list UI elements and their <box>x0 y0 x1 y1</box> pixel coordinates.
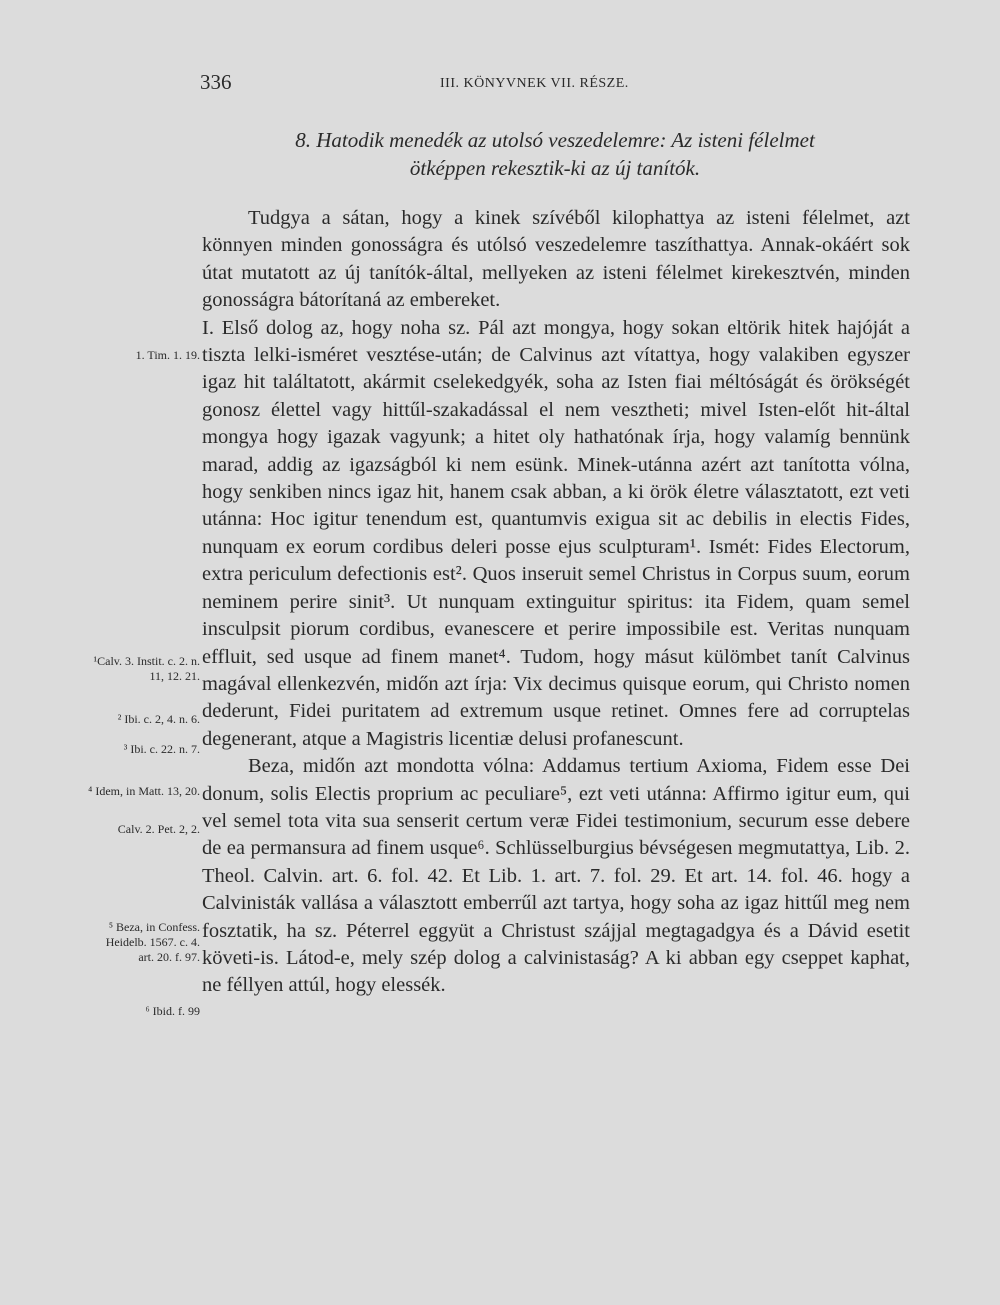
margin-note: ⁴ Idem, in Matt. 13, 20. <box>88 784 200 798</box>
margin-note: ¹Calv. 3. Instit. c. 2. n. 11, 12. 21. <box>93 654 200 683</box>
page-header <box>0 70 1000 100</box>
section-heading-line-2: ötképpen rekesztik-ki az új tanítók. <box>409 156 701 180</box>
margin-note: ⁶ Ibid. f. 99 <box>145 1004 200 1018</box>
margin-note: Calv. 2. Pet. 2, 2. <box>117 822 200 836</box>
paragraph: I. Első dolog az, hogy noha sz. Pál azt mongya, hogy sokan eltörik hitek hajóját a tiszta lelki-isméret vesztése-után; de Calvinus azt vítattya, hogy valakiben egyszer igaz hit találtatott, akármit cselekedgyék, soha az Isten fiai méltóságát és örökségét gonosz élettel vagy hittűl-szakadással el nem vesztheti; mivel Isten-előt hit-által mongya hogy igazak vagyunk; a hitet oly hathatónak írja, hogy valamíg bennünk marad, addig az igazságból ki nem esünk. Minek-utánna azért azt tanította vólna, hogy senkiben nincs igaz hit, hanem csak abban, a ki örök életre választatott, ezt veti utánna: Hoc igitur tenendum est, quantumvis exigua sit ac debilis in electis Fides, nunquam ex eorum cordibus deleri posse ejus sculpturam¹. Ismét: Fides Electorum, extra periculum defectionis est². Quos inseruit semel Christus in Corpus suum, eorum neminem perire sinit³. Ut nunquam extinguitur spiritus: ita Fidem, quam semel insculpsit piorum cordibus, evanescere et perire impossibile est. Veritas nunquam effluit, sed usque ad finem manet⁴. Tudom, hogy másut külömbet tanít Calvinus magával ellenkezvén, midőn azt írja: Vix decimus quisque eorum, qui Christo nomen dederunt, Fidei puritatem ad extremum usque retinet. Omnes fere ad corruptelas degenerant, atque a Magistris licentiæ delusi profanescunt. <box>202 316 910 750</box>
page-number: 336 <box>200 70 232 94</box>
running-title: III. KÖNYVNEK VII. RÉSZE. <box>440 76 629 91</box>
paragraph: Tudgya a sátan, hogy a kinek szívéből kilophattya az isteni félelmet, azt könnyen minden gonosságra és utólsó veszedelemre taszíthattya. Annak-okáért sok útat mutatott az új tanítók-által, mellyeken az isteni félelmet kirekesztvén, minden gonosságra bátorítaná az embereket. <box>202 207 910 312</box>
margin-note: ² Ibi. c. 2, 4. n. 6. <box>117 712 200 726</box>
paragraph: Beza, midőn azt mondotta vólna: Addamus tertium Axioma, Fidem esse Dei donum, solis Electis proprium ac peculiare⁵, ezt veti utánna: Affirmo igitur eum, qui vel semel tota vita sua senserit certum veræ Fidei testimonium, securum esse debere de ea permansura ad finem usque⁶. Schlüsselburgius bévségesen megmutattya, Lib. 2. Theol. Calvin. art. 6. fol. 42. Et Lib. 1. art. 7. fol. 29. Et art. 14. fol. 46. hogy a Calvinisták vallása a választott emberrűl azt tartya, hogy soha az igaz hittűl meg nem fosztatik, ha sz. Péterrel eggyüt a Christust szájjal megtagadgya és a Dávid esetit követi-is. Látod-e, mely szép dolog a calvinistaság? A ki abban egy cseppet kaphat, ne féllyen attúl, hogy elessék. <box>202 755 910 997</box>
section-heading-line-1: 8. Hatodik menedék az utolsó veszedelemre: Az isteni félelmet <box>295 128 815 152</box>
body-text <box>202 205 910 1000</box>
margin-note: 1. Tim. 1. 19. <box>135 348 200 362</box>
margin-note: ³ Ibi. c. 22. n. 7. <box>123 742 200 756</box>
margin-note: ⁵ Beza, in Confess. Heidelb. 1567. c. 4. art. 20. f. 97. <box>105 920 200 964</box>
section-heading <box>200 126 910 182</box>
